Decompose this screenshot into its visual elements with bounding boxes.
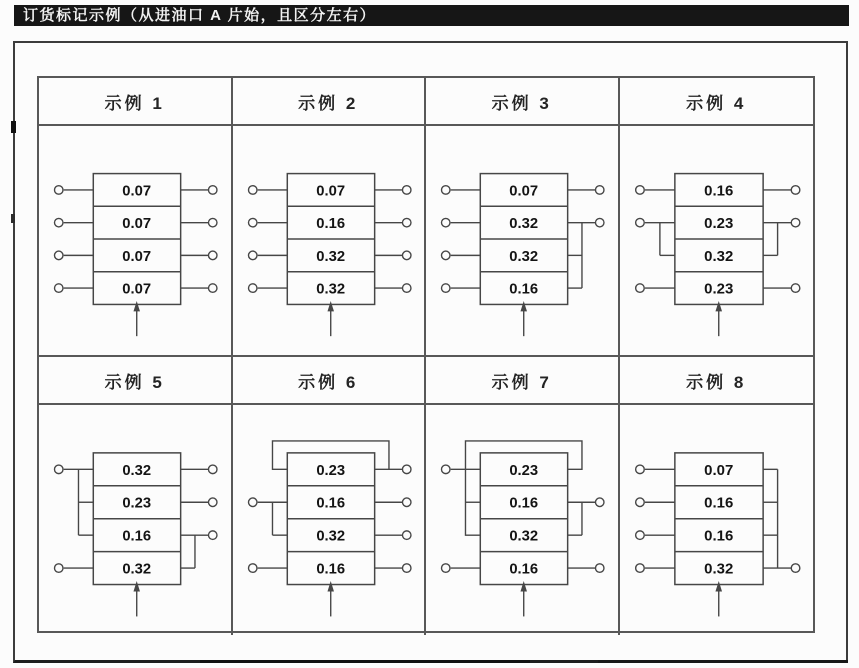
- right-port-circle: [402, 531, 410, 540]
- example-title: 示例 1: [39, 78, 231, 126]
- left-port-circle: [635, 186, 644, 195]
- section-value: 0.16: [703, 527, 733, 545]
- example-cell: [39, 357, 233, 635]
- section-value: 0.16: [315, 495, 345, 512]
- left-port-circle: [248, 218, 256, 227]
- example-title: 示例 2: [233, 78, 425, 126]
- example-cell: [39, 78, 233, 357]
- example-diagram: [39, 405, 231, 635]
- examples-table: [37, 76, 815, 633]
- right-port-circle: [402, 498, 410, 507]
- left-port-circle: [54, 284, 62, 293]
- example-title: 示例 6: [233, 357, 425, 405]
- section-value: 0.16: [509, 495, 539, 512]
- left-port-circle: [54, 465, 62, 474]
- example-cell: [620, 357, 814, 635]
- left-port-circle: [54, 564, 62, 573]
- section-value: 0.32: [509, 216, 539, 233]
- scan-artifact: [11, 121, 16, 133]
- page-frame: [13, 41, 848, 663]
- example-title: 示例 7: [426, 357, 618, 405]
- inlet-arrow: [327, 301, 334, 336]
- example-cell: [233, 78, 427, 357]
- right-port-circle: [595, 498, 603, 507]
- section-value: 0.32: [122, 561, 152, 578]
- left-port-circle: [248, 251, 256, 260]
- section-value: 0.07: [122, 281, 152, 298]
- section-value: 0.32: [122, 462, 152, 479]
- left-port-circle: [54, 186, 62, 195]
- scan-artifact: [598, 660, 848, 663]
- example-diagram: [620, 405, 814, 635]
- right-port-circle: [208, 465, 216, 474]
- left-port-circle: [635, 531, 644, 540]
- right-port-circle: [791, 186, 800, 195]
- left-port-circle: [441, 186, 449, 195]
- inlet-arrow: [520, 581, 527, 616]
- right-port-circle: [595, 186, 603, 195]
- left-port-circle: [248, 284, 256, 293]
- left-port-circle: [54, 251, 62, 260]
- left-port-circle: [635, 284, 644, 293]
- left-port-circle: [248, 498, 256, 507]
- example-diagram: [233, 405, 425, 635]
- example-cell: [426, 357, 620, 635]
- page-title: 订货标记示例（从进油口 A 片始，且区分左右）: [23, 7, 377, 24]
- left-port-circle: [248, 564, 256, 573]
- section-value: 0.16: [703, 183, 733, 200]
- example-cell: [620, 78, 814, 357]
- section-value: 0.23: [703, 281, 733, 298]
- right-port-circle: [791, 218, 800, 227]
- example-cell: [426, 78, 620, 357]
- scan-artifact: [200, 660, 530, 663]
- inlet-arrow: [715, 301, 722, 336]
- section-value: 0.23: [315, 462, 345, 479]
- example-title: 示例 8: [620, 357, 814, 405]
- right-port-circle: [402, 284, 410, 293]
- right-port-circle: [208, 531, 216, 540]
- section-value: 0.32: [315, 281, 345, 298]
- title-bar: [14, 5, 849, 26]
- example-diagram: [426, 126, 618, 355]
- section-value: 0.07: [122, 183, 152, 200]
- section-value: 0.23: [703, 216, 733, 233]
- right-port-circle: [402, 251, 410, 260]
- section-value: 0.16: [509, 281, 539, 298]
- inlet-arrow: [520, 301, 527, 336]
- right-port-circle: [208, 218, 216, 227]
- section-value: 0.32: [315, 528, 345, 545]
- left-port-circle: [441, 284, 449, 293]
- right-port-circle: [595, 218, 603, 227]
- section-value: 0.07: [509, 183, 539, 200]
- left-port-circle: [441, 465, 449, 474]
- example-diagram: [39, 126, 231, 355]
- example-diagram: [426, 405, 618, 635]
- inlet-arrow: [133, 301, 140, 336]
- left-port-circle: [441, 218, 449, 227]
- section-value: 0.23: [509, 462, 539, 479]
- inlet-arrow: [327, 581, 334, 616]
- inlet-arrow: [715, 581, 722, 616]
- section-value: 0.16: [315, 561, 345, 578]
- section-value: 0.16: [509, 561, 539, 578]
- right-port-circle: [595, 564, 603, 573]
- left-port-circle: [635, 218, 644, 227]
- right-port-circle: [402, 564, 410, 573]
- example-diagram: [620, 126, 814, 355]
- inlet-arrow: [133, 581, 140, 616]
- left-port-circle: [248, 186, 256, 195]
- left-port-circle: [441, 251, 449, 260]
- section-value: 0.07: [122, 248, 152, 265]
- example-cell: [233, 357, 427, 635]
- scan-artifact: [11, 214, 15, 223]
- right-port-circle: [208, 251, 216, 260]
- right-port-circle: [791, 564, 800, 573]
- right-port-circle: [402, 186, 410, 195]
- section-value: 0.07: [703, 461, 733, 479]
- right-port-circle: [208, 498, 216, 507]
- section-value: 0.32: [703, 560, 733, 578]
- section-value: 0.07: [315, 183, 345, 200]
- section-value: 0.16: [703, 494, 733, 512]
- left-port-circle: [635, 564, 644, 573]
- example-diagram: [233, 126, 425, 355]
- left-port-circle: [635, 465, 644, 474]
- section-value: 0.32: [703, 248, 733, 265]
- section-value: 0.16: [122, 528, 152, 545]
- example-title: 示例 4: [620, 78, 814, 126]
- left-port-circle: [635, 498, 644, 507]
- example-title: 示例 5: [39, 357, 231, 405]
- left-port-circle: [441, 564, 449, 573]
- section-value: 0.16: [315, 216, 345, 233]
- example-title: 示例 3: [426, 78, 618, 126]
- right-port-circle: [402, 218, 410, 227]
- left-port-circle: [54, 218, 62, 227]
- section-value: 0.07: [122, 216, 152, 233]
- section-value: 0.23: [122, 495, 152, 512]
- section-value: 0.32: [509, 528, 539, 545]
- section-value: 0.32: [509, 248, 539, 265]
- right-port-circle: [402, 465, 410, 474]
- right-port-circle: [208, 284, 216, 293]
- right-port-circle: [208, 186, 216, 195]
- section-value: 0.32: [315, 248, 345, 265]
- right-port-circle: [791, 284, 800, 293]
